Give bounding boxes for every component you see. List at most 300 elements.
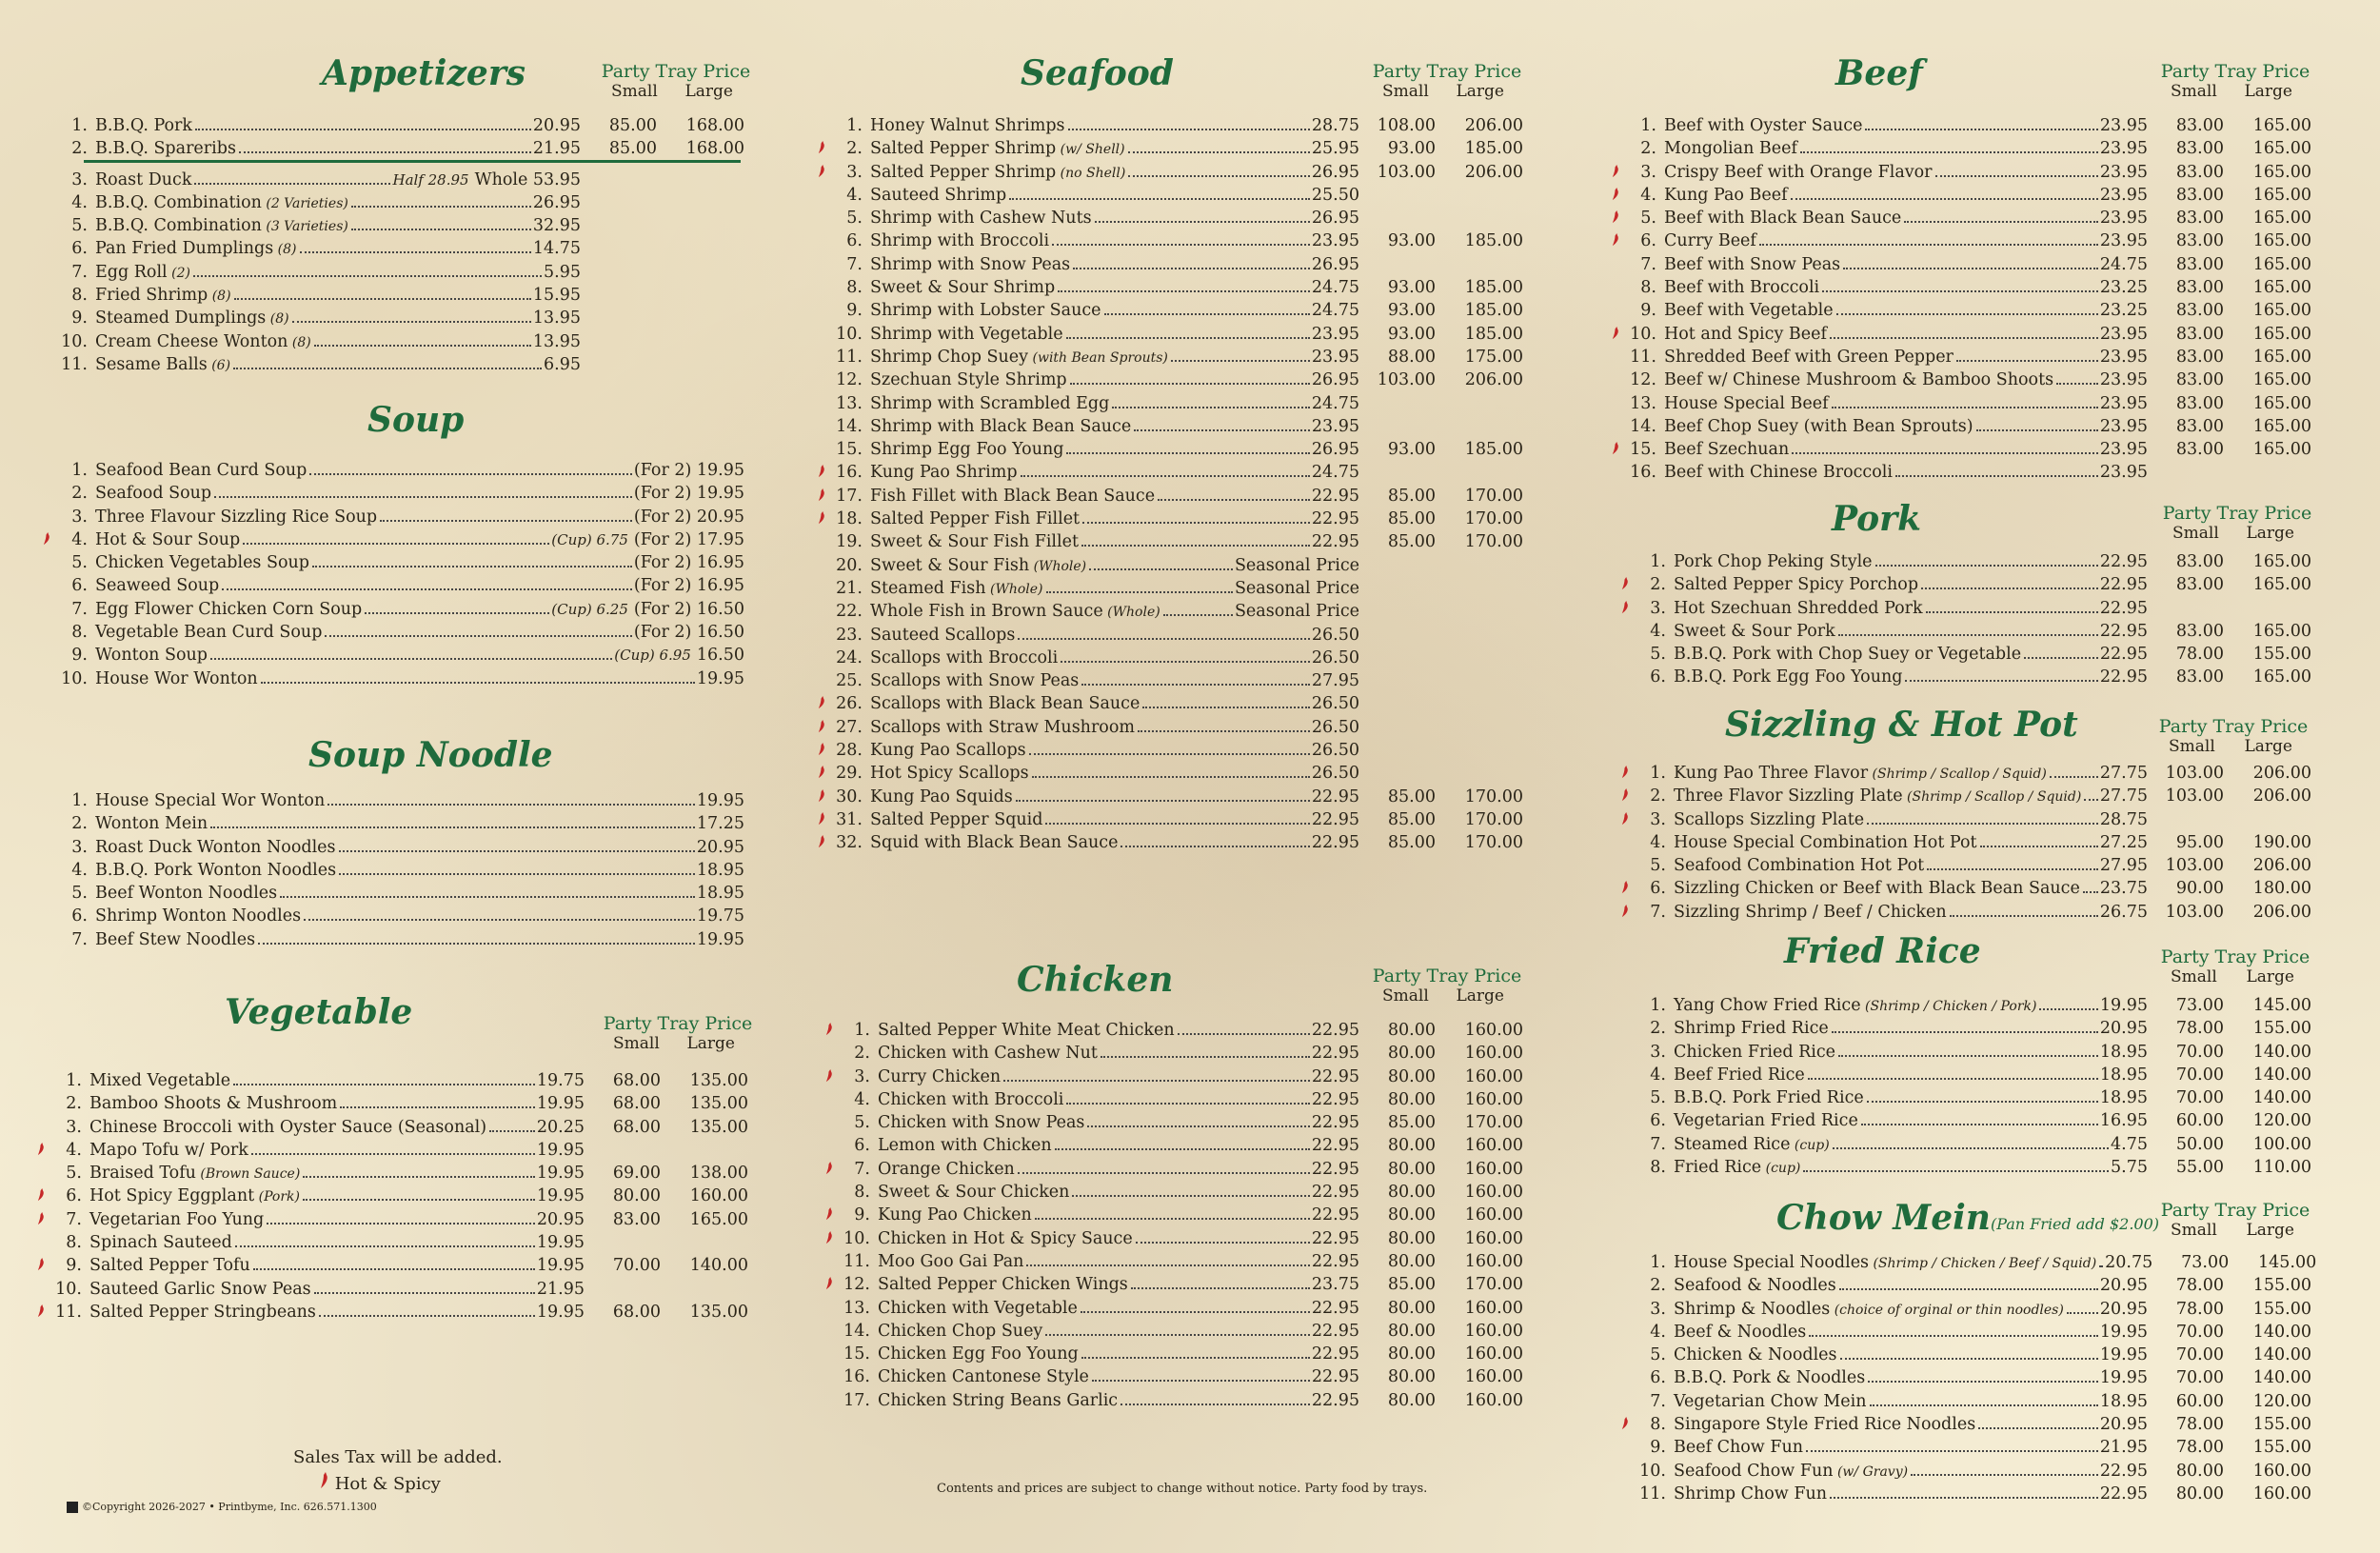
chili-pepper-icon xyxy=(36,1304,45,1318)
dot-leader xyxy=(195,129,531,130)
dot-leader xyxy=(1868,1381,2098,1383)
item-price: 25.95 xyxy=(1311,139,1359,159)
item-name: Kung Pao Chicken xyxy=(878,1205,1032,1225)
menu-item xyxy=(1628,438,2311,461)
dot-leader xyxy=(1870,1404,2098,1406)
item-name: Spinach Sauteed xyxy=(89,1233,232,1253)
item-detail: (Shrimp / Chicken / Beef / Squid) xyxy=(1869,1256,2097,1271)
item-price: Whole 53.95 xyxy=(474,169,581,189)
item-price: Seasonal Price xyxy=(1234,602,1359,622)
tray-small-price: 80.00 xyxy=(1387,1344,1436,1364)
item-number: 4. xyxy=(854,1089,870,1109)
chili-pepper-icon xyxy=(817,696,825,709)
item-name: House Special Beef xyxy=(1664,393,1829,413)
menu-item xyxy=(1628,461,2311,484)
menu-item xyxy=(59,169,744,191)
item-name: Hot Spicy Scallops xyxy=(870,764,1029,784)
tray-small-price: 80.00 xyxy=(1387,1367,1436,1387)
tray-large-price: 135.00 xyxy=(689,1094,748,1114)
item-price: 26.95 xyxy=(1311,254,1359,274)
tray-small-price: 93.00 xyxy=(1387,440,1436,460)
item-detail: (w/ Shell) xyxy=(1056,142,1125,158)
menu-item xyxy=(842,1158,1523,1181)
item-number: 14. xyxy=(843,1321,870,1341)
item-price: 20.95 xyxy=(2099,1299,2148,1319)
dot-leader xyxy=(1016,800,1310,802)
dot-leader xyxy=(1867,823,2098,825)
chili-pepper-icon xyxy=(36,1188,45,1202)
dot-leader xyxy=(1095,221,1310,223)
item-price: 22.95 xyxy=(1311,1089,1359,1109)
party-tray-title: Party Tray Price xyxy=(2162,503,2312,524)
party-tray-title: Party Tray Price xyxy=(2160,1200,2311,1221)
item-number: 12. xyxy=(1630,370,1656,390)
item-price: 21.95 xyxy=(532,139,581,159)
item-price: 22.95 xyxy=(1311,809,1359,829)
chow-mein-title-text: Chow Mein xyxy=(1776,1198,1991,1238)
item-price: 19.95 xyxy=(696,668,744,688)
tray-large-price: 185.00 xyxy=(1464,440,1523,460)
item-number: 8. xyxy=(854,1183,870,1203)
tray-large-price: 165.00 xyxy=(2252,440,2311,460)
item-number: 6. xyxy=(1650,879,1666,899)
chili-pepper-icon xyxy=(1620,577,1629,590)
menu-item xyxy=(59,551,744,574)
item-number: 11. xyxy=(1639,1483,1666,1503)
item-number: 6. xyxy=(71,576,88,596)
item-name: House Wor Wonton xyxy=(95,668,258,688)
hot-spicy-legend xyxy=(318,1472,441,1494)
menu-item xyxy=(1628,137,2311,160)
dot-leader xyxy=(258,943,695,945)
hot-spicy-label: Hot & Spicy xyxy=(334,1474,441,1494)
item-note: (Cup) 6.95 xyxy=(614,647,691,665)
item-name: Sizzling Shrimp / Beef / Chicken xyxy=(1674,902,1947,922)
tray-large-price: 155.00 xyxy=(2252,1415,2311,1435)
menu-item xyxy=(1637,877,2311,900)
chicken-title: Chicken xyxy=(1017,960,1174,1000)
item-name: Three Flavour Sizzling Rice Soup xyxy=(95,507,378,527)
soup-noodle-list xyxy=(59,789,744,951)
tray-small-price: 70.00 xyxy=(2175,1065,2224,1085)
vegetable-party-tray-header xyxy=(602,1013,754,1053)
item-number: 3. xyxy=(71,837,88,857)
item-name: Chicken Vegetables Soup xyxy=(95,553,309,573)
chow-mein-subtitle: (Pan Fried add $2.00) xyxy=(1990,1215,2160,1233)
item-price: 23.95 xyxy=(2099,370,2148,390)
small-label: Small xyxy=(2171,967,2217,986)
item-price: 19.75 xyxy=(696,906,744,926)
item-number: 3. xyxy=(1650,598,1666,618)
chow-mein-party-tray-header xyxy=(2157,1200,2313,1240)
menu-item xyxy=(1628,392,2311,415)
item-name: Seaweed Soup xyxy=(95,576,220,596)
soup-title: Soup xyxy=(367,400,465,440)
dot-leader xyxy=(2084,799,2098,801)
party-tray-title: Party Tray Price xyxy=(601,61,751,82)
fried-rice-title: Fried Rice xyxy=(1784,931,1981,971)
item-name: Kung Pao Beef xyxy=(1664,185,1788,205)
dot-leader xyxy=(1803,1170,2109,1172)
item-name: Mapo Tofu w/ Pork xyxy=(89,1140,248,1160)
item-number: 5. xyxy=(71,553,88,573)
item-name: Kung Pao Three Flavor (Shrimp / Scallop / Squid) xyxy=(1674,764,2047,783)
item-price: 22.95 xyxy=(1311,1159,1359,1179)
menu-item xyxy=(59,905,744,927)
item-detail: (w/ Gravy) xyxy=(1833,1463,1909,1480)
dot-leader xyxy=(1092,1380,1310,1382)
item-name: Hot & Sour Soup xyxy=(95,529,241,549)
item-number: 23. xyxy=(836,625,863,645)
dot-leader xyxy=(1950,915,2098,917)
item-price: 14.75 xyxy=(532,239,581,259)
item-price: 19.95 xyxy=(2099,1345,2148,1365)
item-price: 26.50 xyxy=(1311,694,1359,714)
tray-large-price: 165.00 xyxy=(689,1209,748,1229)
item-name: Pan Fried Dumplings (8) xyxy=(95,239,297,259)
item-name: Seafood Chow Fun (w/ Gravy) xyxy=(1674,1461,1909,1481)
item-name: Crispy Beef with Orange Flavor xyxy=(1664,162,1933,182)
item-price: 27.95 xyxy=(2099,856,2148,876)
dot-leader xyxy=(1832,1031,2098,1033)
item-name: Shrimp Chop Suey (with Bean Sprouts) xyxy=(870,347,1168,367)
tray-small-price: 80.00 xyxy=(1387,1044,1436,1064)
tray-large-price: 170.00 xyxy=(1464,833,1523,853)
tray-small-price: 80.00 xyxy=(612,1186,661,1206)
seafood-party-tray-header xyxy=(1371,61,1523,101)
item-name: Honey Walnut Shrimps xyxy=(870,116,1065,135)
dot-leader xyxy=(1101,1056,1310,1058)
tray-large-price: 165.00 xyxy=(2252,231,2311,251)
chili-pepper-icon xyxy=(1620,766,1629,779)
tray-small-price: 93.00 xyxy=(1387,301,1436,321)
sizzling-list xyxy=(1637,762,2311,924)
item-name: Shrimp Chow Fun xyxy=(1674,1483,1828,1503)
item-price: 27.95 xyxy=(1311,671,1359,691)
tray-small-price: 83.00 xyxy=(2175,667,2224,687)
item-price: 19.95 xyxy=(536,1233,585,1253)
menu-item xyxy=(834,137,1523,160)
tray-large-price: 140.00 xyxy=(689,1256,748,1276)
tray-large-price: 175.00 xyxy=(1464,347,1523,367)
tray-small-price: 85.00 xyxy=(1387,786,1436,806)
menu-item xyxy=(834,368,1523,391)
beef-title: Beef xyxy=(1835,53,1923,93)
item-name: Cream Cheese Wonton (8) xyxy=(95,331,311,351)
small-label: Small xyxy=(2171,1221,2217,1240)
item-name: Moo Goo Gai Pan xyxy=(878,1251,1024,1271)
menu-item xyxy=(59,261,744,284)
item-name: Chicken & Noodles xyxy=(1674,1345,1837,1365)
menu-item xyxy=(59,812,744,835)
item-number: 3. xyxy=(1640,162,1656,182)
chili-pepper-icon xyxy=(1611,210,1619,224)
item-note: Half 28.95 xyxy=(392,170,469,189)
tray-large-price: 165.00 xyxy=(2252,324,2311,344)
item-name: Roast Duck Wonton Noodles xyxy=(95,837,336,857)
item-number: 10. xyxy=(1639,1461,1666,1481)
item-number: 7. xyxy=(71,599,88,619)
small-label: Small xyxy=(2172,524,2219,543)
item-detail: (Whole) xyxy=(985,581,1043,597)
menu-item xyxy=(842,1273,1523,1296)
notice-text: Contents and prices are subject to change without notice. Party food by trays. xyxy=(937,1482,1428,1496)
item-price: 25.50 xyxy=(1311,185,1359,205)
item-price: 19.95 xyxy=(536,1140,585,1160)
item-number: 7. xyxy=(1650,1134,1666,1154)
dot-leader xyxy=(1046,591,1233,593)
item-detail: (3 Varieties) xyxy=(261,219,348,235)
menu-item xyxy=(834,323,1523,346)
chili-pepper-icon xyxy=(817,812,825,826)
dot-leader xyxy=(1809,1335,2098,1337)
dot-leader xyxy=(1956,360,2098,362)
menu-item xyxy=(842,1227,1523,1250)
dot-leader xyxy=(234,298,531,300)
item-price: 22.95 xyxy=(1311,1228,1359,1248)
item-name: Curry Beef xyxy=(1664,231,1756,251)
seafood-list xyxy=(834,114,1523,855)
dot-leader xyxy=(1838,1055,2098,1057)
item-name: Seafood Bean Curd Soup xyxy=(95,461,307,480)
item-price: 23.25 xyxy=(2099,278,2148,298)
dot-leader xyxy=(1128,175,1310,177)
menu-item xyxy=(1637,1109,2311,1132)
item-number: 2. xyxy=(846,139,863,159)
dot-leader xyxy=(1865,129,2097,130)
menu-item xyxy=(53,1162,748,1185)
item-price: 26.95 xyxy=(1311,209,1359,229)
item-name: B.B.Q. Pork xyxy=(95,116,193,135)
menu-item xyxy=(1628,184,2311,207)
menu-item xyxy=(1637,854,2311,877)
item-price: 22.95 xyxy=(1311,486,1359,506)
item-number: 21. xyxy=(836,578,863,598)
item-number: 9. xyxy=(71,309,88,329)
menu-item xyxy=(53,1139,748,1162)
dot-leader xyxy=(1070,383,1310,385)
menu-item xyxy=(59,237,744,260)
dot-leader xyxy=(1081,684,1310,686)
item-detail: (cup) xyxy=(1761,1161,1801,1177)
item-number: 14. xyxy=(836,416,863,436)
menu-item xyxy=(834,669,1523,692)
menu-item xyxy=(1637,785,2311,807)
tray-large-price: 160.00 xyxy=(689,1186,748,1206)
chili-pepper-icon xyxy=(1620,1417,1629,1430)
tray-small-price: 93.00 xyxy=(1387,278,1436,298)
item-number: 2. xyxy=(71,814,88,834)
item-price: 22.95 xyxy=(2099,1461,2148,1481)
item-number: 1. xyxy=(1650,1253,1666,1272)
dot-leader xyxy=(1833,1147,2109,1149)
dot-leader xyxy=(380,520,632,522)
tray-small-price: 83.00 xyxy=(2175,440,2224,460)
item-name: House Special Noodles (Shrimp / Chicken / Beef / Squid) xyxy=(1674,1253,2097,1272)
tray-large-price: 140.00 xyxy=(2252,1345,2311,1365)
item-name: Sweet & Sour Shrimp xyxy=(870,278,1056,298)
item-name: Whole Fish in Brown Sauce (Whole) xyxy=(870,602,1160,622)
item-price: (For 2) 16.50 xyxy=(633,599,744,619)
dot-leader xyxy=(1087,1125,1309,1127)
dot-leader xyxy=(1081,1357,1310,1359)
large-label: Large xyxy=(1456,986,1504,1005)
item-number: 3. xyxy=(66,1117,82,1137)
menu-item xyxy=(834,229,1523,252)
item-price: 17.25 xyxy=(696,814,744,834)
menu-item xyxy=(834,184,1523,207)
item-price: 26.95 xyxy=(532,192,581,212)
tray-large-price: 165.00 xyxy=(2252,116,2311,135)
item-name: Sizzling Chicken or Beef with Black Bean Sauce xyxy=(1674,879,2080,899)
item-number: 1. xyxy=(1650,996,1666,1015)
tray-large-price: 155.00 xyxy=(2252,1019,2311,1039)
item-number: 2. xyxy=(66,1094,82,1114)
dot-leader xyxy=(1926,611,2098,613)
menu-item xyxy=(59,214,744,237)
dot-leader xyxy=(1978,1427,2098,1429)
item-number: 6. xyxy=(846,231,863,251)
item-name: Fried Shrimp (8) xyxy=(95,286,231,306)
tray-large-price: 160.00 xyxy=(1464,1390,1523,1410)
item-number: 5. xyxy=(71,884,88,904)
chili-pepper-icon xyxy=(42,532,50,546)
item-price: 26.95 xyxy=(1311,370,1359,390)
menu-item xyxy=(842,1204,1523,1226)
item-number: 7. xyxy=(1640,254,1656,274)
menu-item xyxy=(834,346,1523,368)
dot-leader xyxy=(314,1292,535,1294)
tray-small-price: 85.00 xyxy=(1387,809,1436,829)
tray-large-price: 155.00 xyxy=(2252,645,2311,665)
large-label: Large xyxy=(2244,737,2292,756)
party-tray-title: Party Tray Price xyxy=(603,1013,753,1034)
tray-large-price: 160.00 xyxy=(1464,1205,1523,1225)
dot-leader xyxy=(280,896,695,898)
item-price: (For 2) 19.95 xyxy=(633,461,744,480)
item-number: 2. xyxy=(1650,575,1666,595)
item-price: 26.95 xyxy=(1311,162,1359,182)
dot-leader xyxy=(253,1268,535,1270)
item-price: 24.75 xyxy=(2099,254,2148,274)
menu-item xyxy=(1637,666,2311,688)
item-number: 11. xyxy=(55,1302,82,1322)
tray-large-price: 160.00 xyxy=(1464,1021,1523,1040)
item-number: 4. xyxy=(71,860,88,880)
item-number: 20. xyxy=(836,555,863,575)
tray-small-price: 83.00 xyxy=(2175,370,2224,390)
chow-mein-list xyxy=(1637,1251,2317,1505)
item-number: 7. xyxy=(846,254,863,274)
item-name: Vegetarian Foo Yung xyxy=(89,1209,265,1229)
tray-small-price: 80.00 xyxy=(1387,1159,1436,1179)
tray-large-price: 165.00 xyxy=(2252,347,2311,367)
dot-leader xyxy=(340,1106,535,1108)
appetizers-party-tray-header xyxy=(600,61,752,101)
item-name: Hot Szechuan Shredded Pork xyxy=(1674,598,1923,618)
tray-small-price: 68.00 xyxy=(612,1094,661,1114)
item-name: Roast Duck xyxy=(95,169,192,189)
menu-item xyxy=(842,1134,1523,1157)
item-price: 24.75 xyxy=(1311,301,1359,321)
menu-item xyxy=(59,459,744,482)
small-label: Small xyxy=(2169,737,2215,756)
item-number: 7. xyxy=(71,929,88,949)
dot-leader xyxy=(1032,776,1310,778)
item-number: 6. xyxy=(1650,667,1666,687)
dot-leader xyxy=(2083,891,2098,893)
item-name: Sweet & Sour Fish (Whole) xyxy=(870,555,1087,575)
menu-item xyxy=(59,598,744,621)
beef-list xyxy=(1628,114,2311,485)
menu-item xyxy=(1637,1133,2311,1156)
menu-item xyxy=(1637,643,2311,666)
menu-item xyxy=(59,928,744,951)
menu-item xyxy=(53,1231,748,1254)
dot-leader xyxy=(1822,290,2098,292)
item-price: 26.50 xyxy=(1311,647,1359,667)
menu-item xyxy=(834,716,1523,739)
tray-large-price: 165.00 xyxy=(2252,667,2311,687)
menu-item xyxy=(59,667,744,690)
chili-pepper-icon xyxy=(36,1258,45,1271)
item-number: 29. xyxy=(836,764,863,784)
item-name: Chicken Egg Foo Young xyxy=(878,1344,1079,1364)
item-number: 8. xyxy=(1650,1158,1666,1178)
item-name: Sweet & Sour Chicken xyxy=(878,1183,1070,1203)
tray-small-price: 70.00 xyxy=(2175,1368,2224,1388)
menu-item xyxy=(1628,415,2311,438)
dot-leader xyxy=(351,206,531,208)
item-price: 19.95 xyxy=(536,1256,585,1276)
item-price: 18.95 xyxy=(2099,1065,2148,1085)
menu-item xyxy=(1637,1298,2311,1321)
menu-item xyxy=(834,438,1523,461)
item-name: Shrimp with Lobster Sauce xyxy=(870,301,1101,321)
tray-large-price: 168.00 xyxy=(685,139,744,159)
dot-leader xyxy=(1072,1195,1309,1197)
menu-item xyxy=(59,882,744,905)
dot-leader xyxy=(1089,568,1233,570)
tray-small-price: 68.00 xyxy=(612,1302,661,1322)
item-name: Beef with Snow Peas xyxy=(1664,254,1841,274)
item-name: Fish Fillet with Black Bean Sauce xyxy=(870,486,1156,506)
item-price: 22.95 xyxy=(1311,532,1359,552)
dot-leader xyxy=(1112,407,1310,408)
menu-item xyxy=(834,762,1523,785)
menu-item xyxy=(53,1301,748,1324)
item-name: Scallops with Straw Mushroom xyxy=(870,717,1135,737)
item-price: 21.95 xyxy=(536,1279,585,1299)
dot-leader xyxy=(1759,244,2098,246)
menu-item xyxy=(834,600,1523,623)
dot-leader xyxy=(1134,429,1310,431)
dot-leader xyxy=(1082,522,1310,524)
item-name: B.B.Q. Pork Wonton Noodles xyxy=(95,860,337,880)
item-price: Seasonal Price xyxy=(1234,555,1359,575)
dot-leader xyxy=(1003,1080,1310,1082)
tray-large-price: 206.00 xyxy=(1464,162,1523,182)
menu-item xyxy=(1637,550,2311,573)
tray-large-price: 155.00 xyxy=(2252,1438,2311,1458)
item-number: 2. xyxy=(1650,1276,1666,1296)
tray-small-price: 80.00 xyxy=(2175,1461,2224,1481)
menu-item xyxy=(834,276,1523,299)
item-name: Salted Pepper Stringbeans xyxy=(89,1302,316,1322)
tray-small-price: 70.00 xyxy=(2175,1345,2224,1365)
dot-leader xyxy=(1029,753,1310,755)
tray-small-price: 83.00 xyxy=(2175,209,2224,229)
